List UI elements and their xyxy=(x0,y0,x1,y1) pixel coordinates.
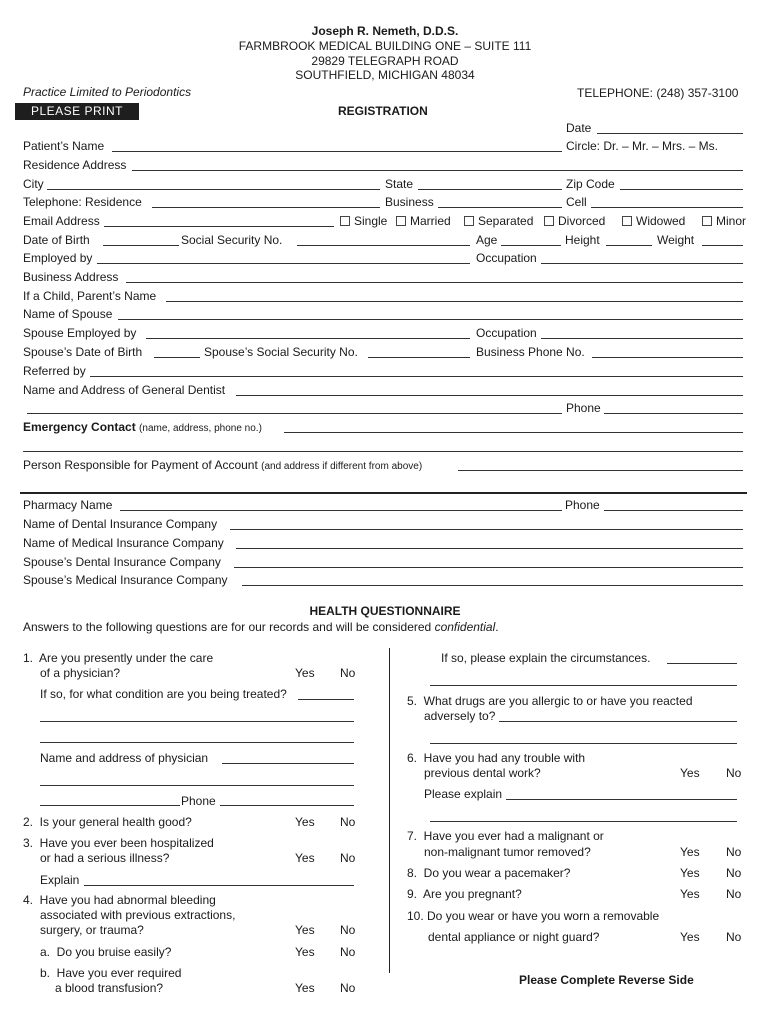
medical-insurance-field[interactable] xyxy=(236,548,743,549)
referred-by-field[interactable] xyxy=(90,376,743,377)
city-label: City xyxy=(23,177,44,191)
q4-explain-field-2[interactable] xyxy=(430,685,737,686)
dentist-phone-label: Phone xyxy=(566,401,601,415)
q1-physician-field-3[interactable] xyxy=(40,805,180,806)
telephone: TELEPHONE: (248) 357-3100 xyxy=(577,86,739,100)
spouse-business-phone-label: Business Phone No. xyxy=(476,345,585,359)
spouse-employed-label: Spouse Employed by xyxy=(23,326,137,340)
reverse-side-note: Please Complete Reverse Side xyxy=(519,973,694,987)
age-field[interactable] xyxy=(501,245,561,246)
q6-yes[interactable]: Yes xyxy=(680,766,700,780)
street-line: 29829 TELEGRAPH ROAD xyxy=(311,54,459,68)
q1-condition-field[interactable] xyxy=(298,699,354,700)
dental-insurance-label: Name of Dental Insurance Company xyxy=(23,517,218,531)
q3-line1: 3. Have you ever been hospitalized xyxy=(23,836,214,850)
doctor-name: Joseph R. Nemeth, D.D.S. xyxy=(311,24,459,38)
emergency-contact-field[interactable] xyxy=(284,432,743,433)
tel-business-field[interactable] xyxy=(438,207,562,208)
zip-field[interactable] xyxy=(620,189,743,190)
pharmacy-phone-field[interactable] xyxy=(604,510,743,511)
dob-field[interactable] xyxy=(103,245,179,246)
q4b-yes[interactable]: Yes xyxy=(295,981,315,995)
q10-line1: 10. Do you wear or have you worn a removable xyxy=(407,909,660,923)
spouse-occupation-field[interactable] xyxy=(541,338,743,339)
q4b-line1: b. Have you ever required xyxy=(40,966,182,980)
zip-label: Zip Code xyxy=(566,177,615,191)
emergency-contact-field-2[interactable] xyxy=(23,451,743,452)
medical-insurance-label: Name of Medical Insurance Company xyxy=(23,536,224,550)
q3-yes[interactable]: Yes xyxy=(295,851,315,865)
q6-explain-field-2[interactable] xyxy=(430,821,737,822)
dental-insurance-field[interactable] xyxy=(230,529,743,530)
q6-explain-label: Please explain xyxy=(424,787,503,801)
q1-physician-field-2[interactable] xyxy=(40,785,354,786)
q1-physician-field[interactable] xyxy=(222,763,354,764)
building-line: FARMBROOK MEDICAL BUILDING ONE – SUITE 111 xyxy=(238,39,532,53)
q1-no[interactable]: No xyxy=(340,666,356,680)
spouse-medical-field[interactable] xyxy=(242,585,743,586)
dob-label: Date of Birth xyxy=(23,233,90,247)
q9: 9. Are you pregnant? xyxy=(407,887,522,901)
q4a-no[interactable]: No xyxy=(340,945,356,959)
spouse-business-phone-field[interactable] xyxy=(592,357,743,358)
marital-minor[interactable]: Minor xyxy=(702,215,746,227)
spouse-ssn-label: Spouse’s Social Security No. xyxy=(204,345,358,359)
tel-residence-label: Telephone: Residence xyxy=(23,195,142,209)
q2-yes[interactable]: Yes xyxy=(295,815,315,829)
emergency-contact-label: Emergency Contact (name, address, phone no.) xyxy=(23,420,262,434)
q1-line1: 1. Are you presently under the care xyxy=(23,651,214,665)
height-label: Height xyxy=(565,233,600,247)
q1-condition-field-2[interactable] xyxy=(40,721,354,722)
q10-line2: dental appliance or night guard? xyxy=(428,930,600,944)
q5-line1: 5. What drugs are you allergic to or have you reacted xyxy=(407,694,693,708)
q7-line1: 7. Have you ever had a malignant or xyxy=(407,829,604,843)
q6-line1: 6. Have you had any trouble with xyxy=(407,751,586,765)
practice-note: Practice Limited to Periodontics xyxy=(23,85,192,99)
q4-line1: 4. Have you had abnormal bleeding xyxy=(23,893,216,907)
marital-married[interactable]: Married xyxy=(396,215,451,227)
please-print-banner: PLEASE PRINT xyxy=(15,103,139,120)
responsible-field[interactable] xyxy=(458,470,743,471)
q3-explain-field[interactable] xyxy=(84,885,354,886)
q1-phone-label: Phone xyxy=(181,794,216,808)
responsible-label: Person Responsible for Payment of Account (and address if different from above) xyxy=(23,458,423,472)
checkbox[interactable] xyxy=(396,216,406,226)
spouse-name-field[interactable] xyxy=(118,319,743,320)
marital-single[interactable]: Single xyxy=(340,215,387,227)
spouse-dental-field[interactable] xyxy=(234,567,743,568)
spouse-dob-label: Spouse’s Date of Birth xyxy=(23,345,143,359)
checkbox[interactable] xyxy=(340,216,350,226)
ssn-field[interactable] xyxy=(297,245,470,246)
section-divider xyxy=(20,492,747,494)
q1-physician-label: Name and address of physician xyxy=(40,751,209,765)
q8: 8. Do you wear a pacemaker? xyxy=(407,866,571,880)
spouse-dental-label: Spouse’s Dental Insurance Company xyxy=(23,555,221,569)
q1-line2: of a physician? xyxy=(40,666,121,680)
pharmacy-field[interactable] xyxy=(120,510,562,511)
q6-no[interactable]: No xyxy=(726,766,742,780)
tel-residence-field[interactable] xyxy=(152,207,380,208)
parent-name-field[interactable] xyxy=(166,301,743,302)
q4a: a. Do you bruise easily? xyxy=(40,945,172,959)
spouse-ssn-field[interactable] xyxy=(368,357,470,358)
parent-name-label: If a Child, Parent’s Name xyxy=(23,289,157,303)
q2: 2. Is your general health good? xyxy=(23,815,192,829)
q2-no[interactable]: No xyxy=(340,815,356,829)
general-dentist-field[interactable] xyxy=(236,395,743,396)
patient-name-field[interactable] xyxy=(112,151,562,152)
business-address-field[interactable] xyxy=(126,282,743,283)
health-title: HEALTH QUESTIONNAIRE xyxy=(309,604,461,618)
q1-condition-field-3[interactable] xyxy=(40,742,354,743)
q5-line2: adversely to? xyxy=(424,709,496,723)
health-intro: Answers to the following questions are for our records and will be considered confidential. xyxy=(23,620,499,634)
q8-no[interactable]: No xyxy=(726,866,742,880)
spouse-employed-field[interactable] xyxy=(146,338,470,339)
patient-name-label: Patient’s Name xyxy=(23,139,105,153)
spouse-occupation-label: Occupation xyxy=(476,326,537,340)
q4-line2: associated with previous extractions, xyxy=(40,908,236,922)
height-field[interactable] xyxy=(606,245,652,246)
form-title: REGISTRATION xyxy=(338,104,428,118)
general-dentist-field-2[interactable] xyxy=(27,413,562,414)
residence-address-label: Residence Address xyxy=(23,158,127,172)
referred-by-label: Referred by xyxy=(23,364,86,378)
age-label: Age xyxy=(476,233,498,247)
q9-no[interactable]: No xyxy=(726,887,742,901)
q4-yes[interactable]: Yes xyxy=(295,923,315,937)
spouse-medical-label: Spouse’s Medical Insurance Company xyxy=(23,573,228,587)
q6-line2: previous dental work? xyxy=(424,766,541,780)
q1-yes[interactable]: Yes xyxy=(295,666,315,680)
checkbox[interactable] xyxy=(622,216,632,226)
q4-no[interactable]: No xyxy=(340,923,356,937)
q4b-line2: a blood transfusion? xyxy=(55,981,164,995)
marital-widowed[interactable]: Widowed xyxy=(622,215,685,227)
marital-divorced[interactable]: Divorced xyxy=(544,215,605,227)
email-label: Email Address xyxy=(23,214,100,228)
q7-yes[interactable]: Yes xyxy=(680,845,700,859)
q4-line3: surgery, or trauma? xyxy=(40,923,144,937)
q6-explain-field[interactable] xyxy=(506,799,737,800)
general-dentist-label: Name and Address of General Dentist xyxy=(23,383,226,397)
dentist-phone-field[interactable] xyxy=(604,413,743,414)
column-divider xyxy=(389,648,390,973)
q10-yes[interactable]: Yes xyxy=(680,930,700,944)
cell-field[interactable] xyxy=(591,207,743,208)
city-field[interactable] xyxy=(47,189,380,190)
weight-field[interactable] xyxy=(702,245,743,246)
q9-yes[interactable]: Yes xyxy=(680,887,700,901)
business-address-label: Business Address xyxy=(23,270,119,284)
employed-by-label: Employed by xyxy=(23,251,93,265)
ssn-label: Social Security No. xyxy=(181,233,283,247)
spouse-name-label: Name of Spouse xyxy=(23,307,113,321)
title-circle: Circle: Dr. – Mr. – Mrs. – Ms. xyxy=(566,139,719,153)
checkbox[interactable] xyxy=(702,216,712,226)
occupation-label: Occupation xyxy=(476,251,537,265)
city-line: SOUTHFIELD, MICHIGAN 48034 xyxy=(295,68,475,82)
q5-field[interactable] xyxy=(499,721,737,722)
weight-label: Weight xyxy=(657,233,695,247)
tel-business-label: Business xyxy=(385,195,434,209)
q5-field-2[interactable] xyxy=(430,743,737,744)
state-label: State xyxy=(385,177,414,191)
q8-yes[interactable]: Yes xyxy=(680,866,700,880)
q4-explain-field[interactable] xyxy=(667,663,737,664)
cell-label: Cell xyxy=(566,195,587,209)
marital-separated[interactable]: Separated xyxy=(464,215,533,227)
employed-by-field[interactable] xyxy=(97,263,470,264)
q3-explain-label: Explain xyxy=(40,873,80,887)
email-field[interactable] xyxy=(104,226,334,227)
date-field[interactable] xyxy=(597,133,743,134)
residence-address-field[interactable] xyxy=(132,170,743,171)
q4b-no[interactable]: No xyxy=(340,981,356,995)
date-label: Date xyxy=(566,121,592,135)
pharmacy-label: Pharmacy Name xyxy=(23,498,113,512)
occupation-field[interactable] xyxy=(541,263,743,264)
q7-line2: non-malignant tumor removed? xyxy=(424,845,591,859)
q3-no[interactable]: No xyxy=(340,851,356,865)
state-field[interactable] xyxy=(418,189,562,190)
pharmacy-phone-label: Phone xyxy=(565,498,600,512)
checkbox[interactable] xyxy=(464,216,474,226)
checkbox[interactable] xyxy=(544,216,554,226)
q7-no[interactable]: No xyxy=(726,845,742,859)
q4a-yes[interactable]: Yes xyxy=(295,945,315,959)
q1-condition-label: If so, for what condition are you being treated? xyxy=(40,687,287,701)
q4-explain-label: If so, please explain the circumstances. xyxy=(441,651,651,665)
q3-line2: or had a serious illness? xyxy=(40,851,170,865)
q10-no[interactable]: No xyxy=(726,930,742,944)
spouse-dob-field[interactable] xyxy=(154,357,200,358)
q1-phone-field[interactable] xyxy=(220,805,354,806)
